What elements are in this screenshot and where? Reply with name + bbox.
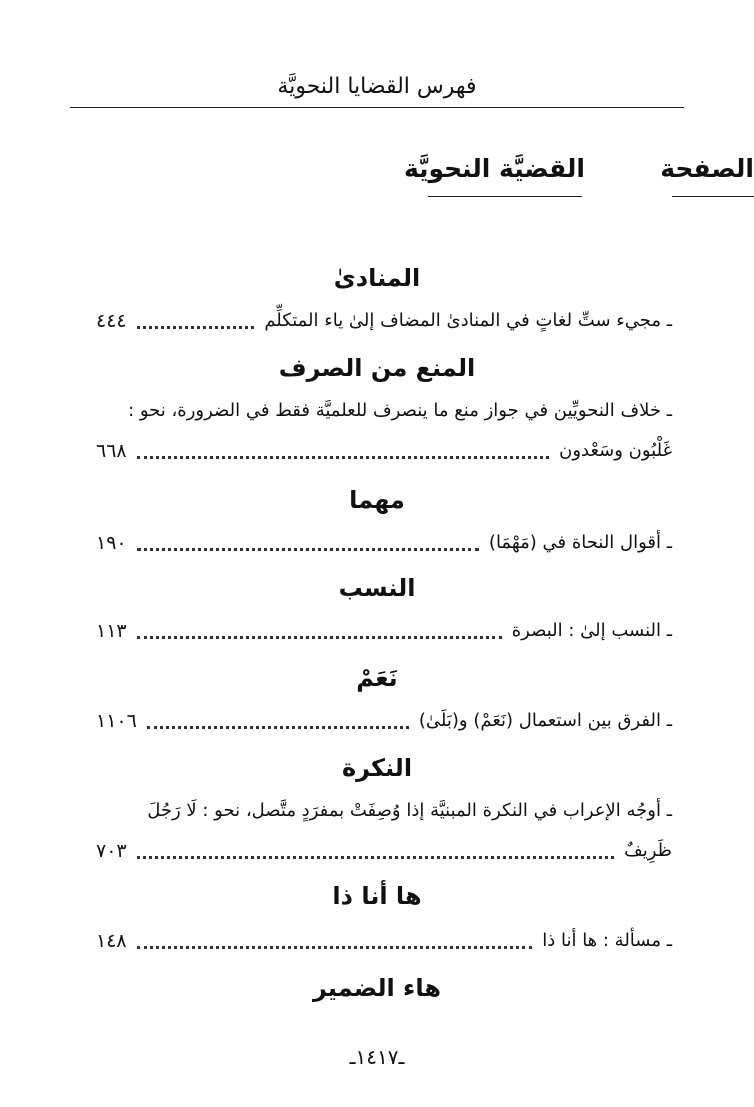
section-title: نَعَمْ [356,664,398,692]
section-title: المنع من الصرف [278,354,476,382]
dot-leader [137,456,550,459]
index-entry [96,926,672,956]
entry-text: ـ مسألة : ها أنا ذا [542,930,672,951]
index-entry [96,616,672,646]
entry-text: ظَرِيفٌ [624,840,672,861]
entry-text: ـ أقوال النحاة في (مَهْمَا) [488,532,672,553]
column-heading-page-underline [672,196,754,1107]
entry-text: ـ الفرق بين استعمال (نَعَمْ) و(بَلَىٰ) [418,710,672,731]
entry-text-line: ـ أوجُه الإعراب في النكرة المبنيَّة إذا وُصِفَتْ بمفرَدٍ متَّصل، نحو : لَا رَجُلَ [147,800,672,821]
entry-page-number: ١٩٠ [96,532,127,554]
section-title: النسب [338,574,416,602]
column-heading-topic-underline [428,196,582,197]
section-title: ها أنا ذا [332,882,422,910]
header-rule [70,107,684,108]
dot-leader [147,726,409,729]
column-heading-page: الصفحة [660,154,754,183]
column-heading-topic: القضيَّة النحويَّة [403,154,585,183]
running-header: فهرس القضايا النحويَّة [277,74,477,99]
entry-page-number: ١١٠٦ [96,710,137,732]
section-title: هاء الضمير [313,974,441,1002]
index-entry [96,306,672,336]
section-title: النكرة [341,754,413,782]
section-title: مهما [349,486,405,514]
entry-page-number: ١٤٨ [96,930,127,952]
entry-text: غَلْبُون وسَعْدون [559,440,672,461]
entry-page-number: ١١٣ [96,620,127,642]
dot-leader [137,946,533,949]
index-entry [96,436,672,466]
index-entry [96,528,672,558]
entry-page-number: ٦٦٨ [96,440,127,462]
section-title: المنادىٰ [333,264,421,292]
dot-leader [137,856,614,859]
entry-page-number: ٧٠٣ [96,840,127,862]
entry-text: ـ مجيء ستِّ لغاتٍ في المنادىٰ المضاف إلىٰ ياء المتكلِّم [264,310,672,331]
dot-leader [137,636,502,639]
index-entry [96,836,672,866]
entry-text: ـ النسب إلىٰ : البصرة [511,620,672,641]
dot-leader [137,548,479,551]
page-number: ـ١٤١٧ـ [349,1045,405,1069]
entry-page-number: ٤٤٤ [96,310,127,332]
index-entry [96,706,672,736]
entry-text-line: ـ خلاف النحويِّين في جواز منع ما ينصرف للعلميَّة فقط في الضرورة، نحو : [128,400,672,421]
dot-leader [137,326,255,329]
